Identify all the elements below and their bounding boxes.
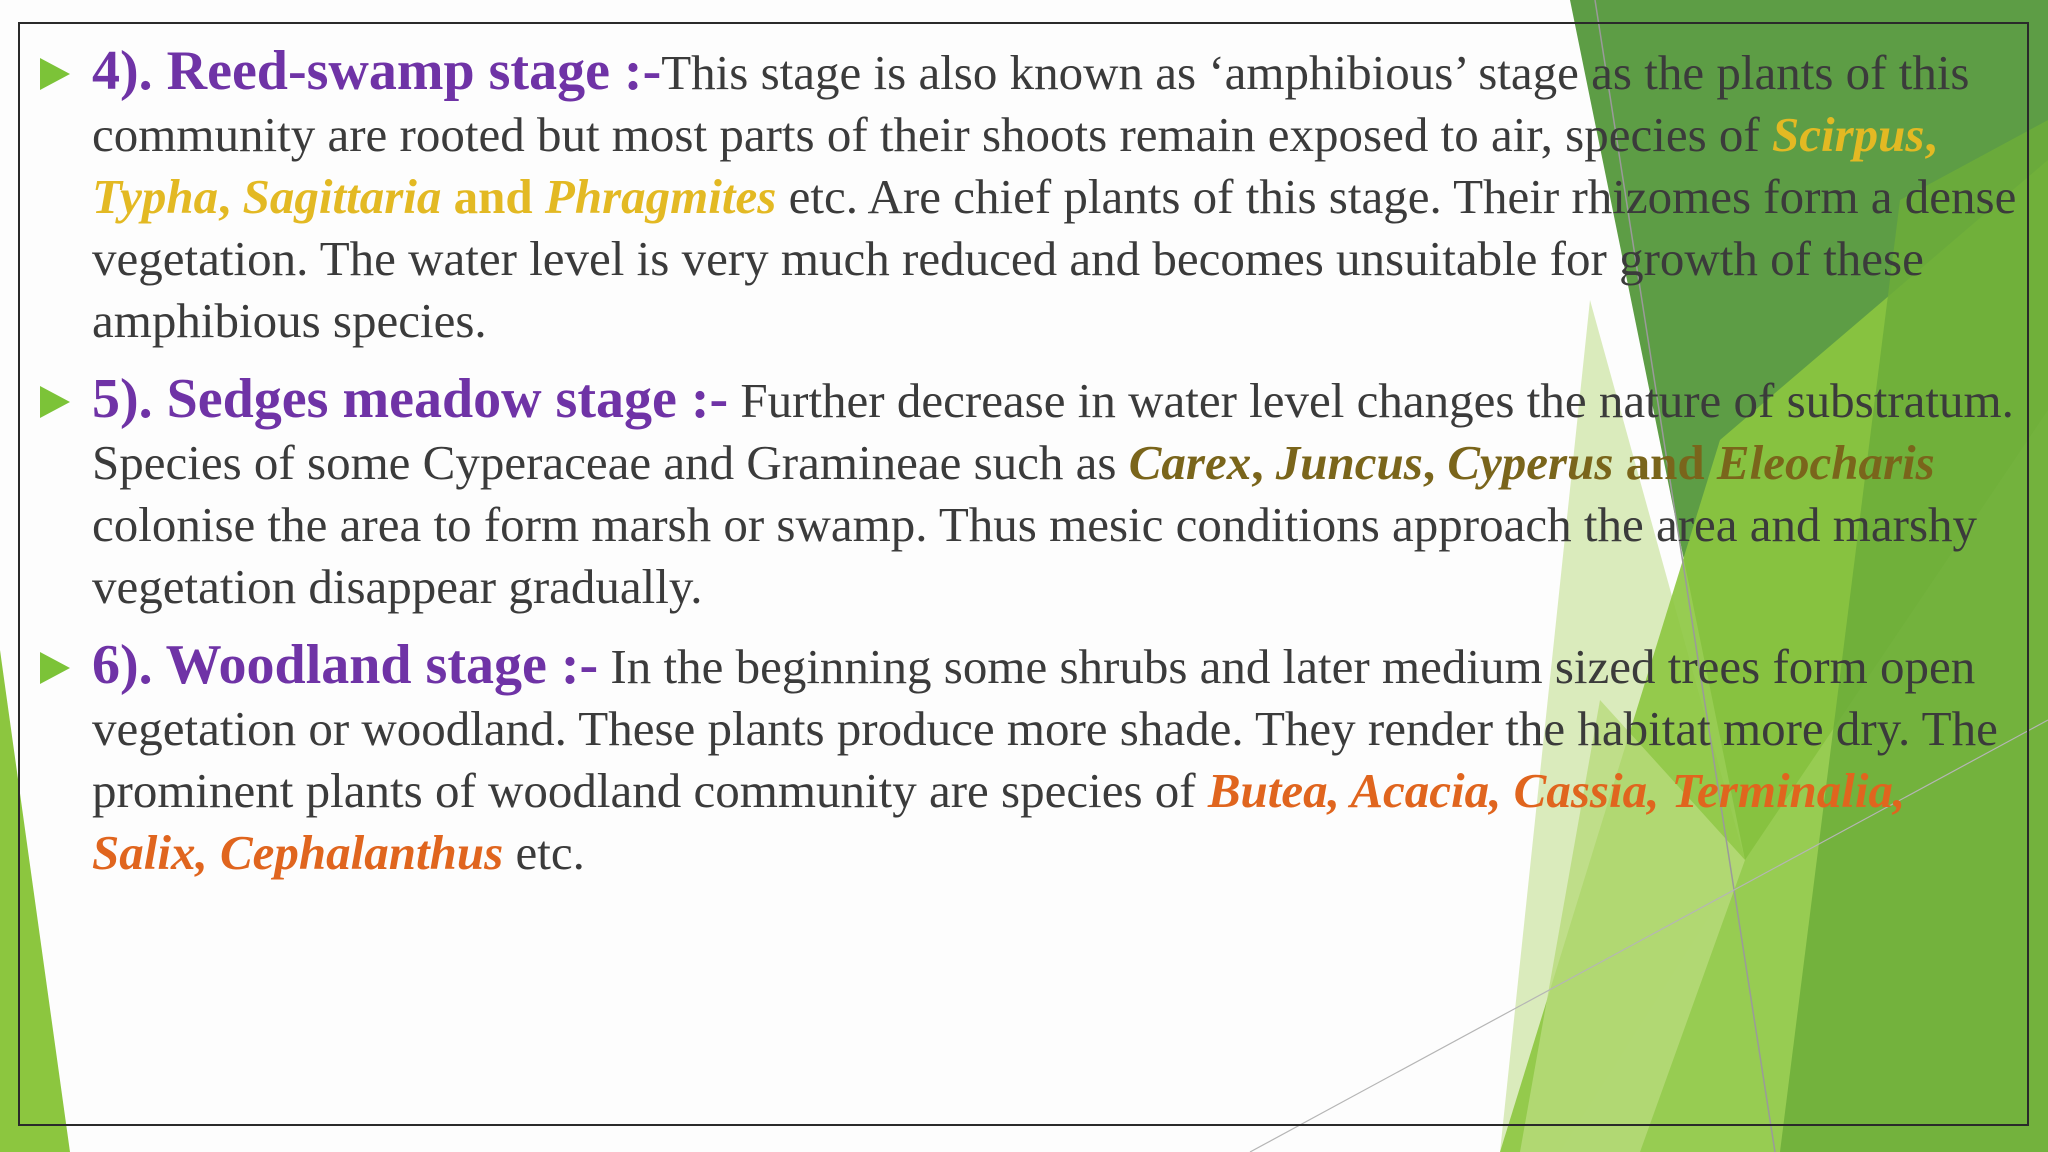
species-conjunction: and [1613, 435, 1717, 490]
point-text: This stage is also known as ‘amphibious’ stage as the plants of this community are rooted but most parts of their shoots remain exposed to air, species of [92, 45, 1970, 162]
species-name: Cassia [1513, 763, 1648, 818]
point-text: etc. Are chief plants of this stage. Their rhizomes form a dense vegetation. The water level is very much reduced and becomes unsuitable for growth of these amphibious species. [92, 169, 2017, 348]
point-woodland-stage [36, 634, 2026, 884]
species-name: Carex [1128, 435, 1252, 490]
green-triangle-bullet-icon [40, 386, 70, 418]
point-reed-swamp-stage [36, 40, 2026, 352]
species-name: Acacia [1350, 763, 1490, 818]
point-heading: 4). Reed-swamp stage :- [92, 40, 662, 102]
point-text: Further decrease in water level changes the nature of substratum. Species of some Cyperaceae and Gramineae such as [92, 373, 2014, 490]
species-separator: , [1327, 763, 1351, 818]
species-separator: , [1893, 763, 1906, 818]
species-separator: , [218, 169, 243, 224]
species-name: Sagittaria [242, 169, 442, 224]
species-separator: , [1489, 763, 1514, 818]
species-name: Butea [1207, 763, 1328, 818]
species-conjunction: and [441, 169, 545, 224]
species-name: Typha [92, 169, 219, 224]
point-text: etc. [503, 825, 585, 880]
point-text: colonise the area to form marsh or swamp. Thus mesic conditions approach the area and marshy vegetation disappear gradually. [92, 497, 1978, 614]
species-separator: , [1924, 107, 1937, 162]
species-name: Cyperus [1447, 435, 1614, 490]
species-name: Cephalanthus [219, 825, 504, 880]
species-name: Scirpus [1771, 107, 1925, 162]
species-separator: , [1422, 435, 1448, 490]
species-name: Eleocharis [1716, 435, 1935, 490]
species-name: Juncus [1275, 435, 1423, 490]
species-separator: , [195, 825, 220, 880]
green-triangle-bullet-icon [40, 58, 70, 90]
point-heading: 5). Sedges meadow stage :- [92, 368, 729, 430]
species-separator: , [1251, 435, 1276, 490]
species-name: Terminalia [1671, 763, 1894, 818]
species-separator: , [1647, 763, 1672, 818]
species-name: Phragmites [544, 169, 777, 224]
point-text: In the beginning some shrubs and later medium sized trees form open vegetation or woodland. These plants produce more shade. They render the habitat more dry. The prominent plants of woodland community are species of [92, 639, 1998, 818]
point-sedges-meadow-stage [36, 368, 2026, 618]
green-triangle-bullet-icon [40, 652, 70, 684]
species-name: Salix [92, 825, 196, 880]
point-heading: 6). Woodland stage :- [92, 634, 599, 696]
slide-content [36, 40, 2026, 900]
